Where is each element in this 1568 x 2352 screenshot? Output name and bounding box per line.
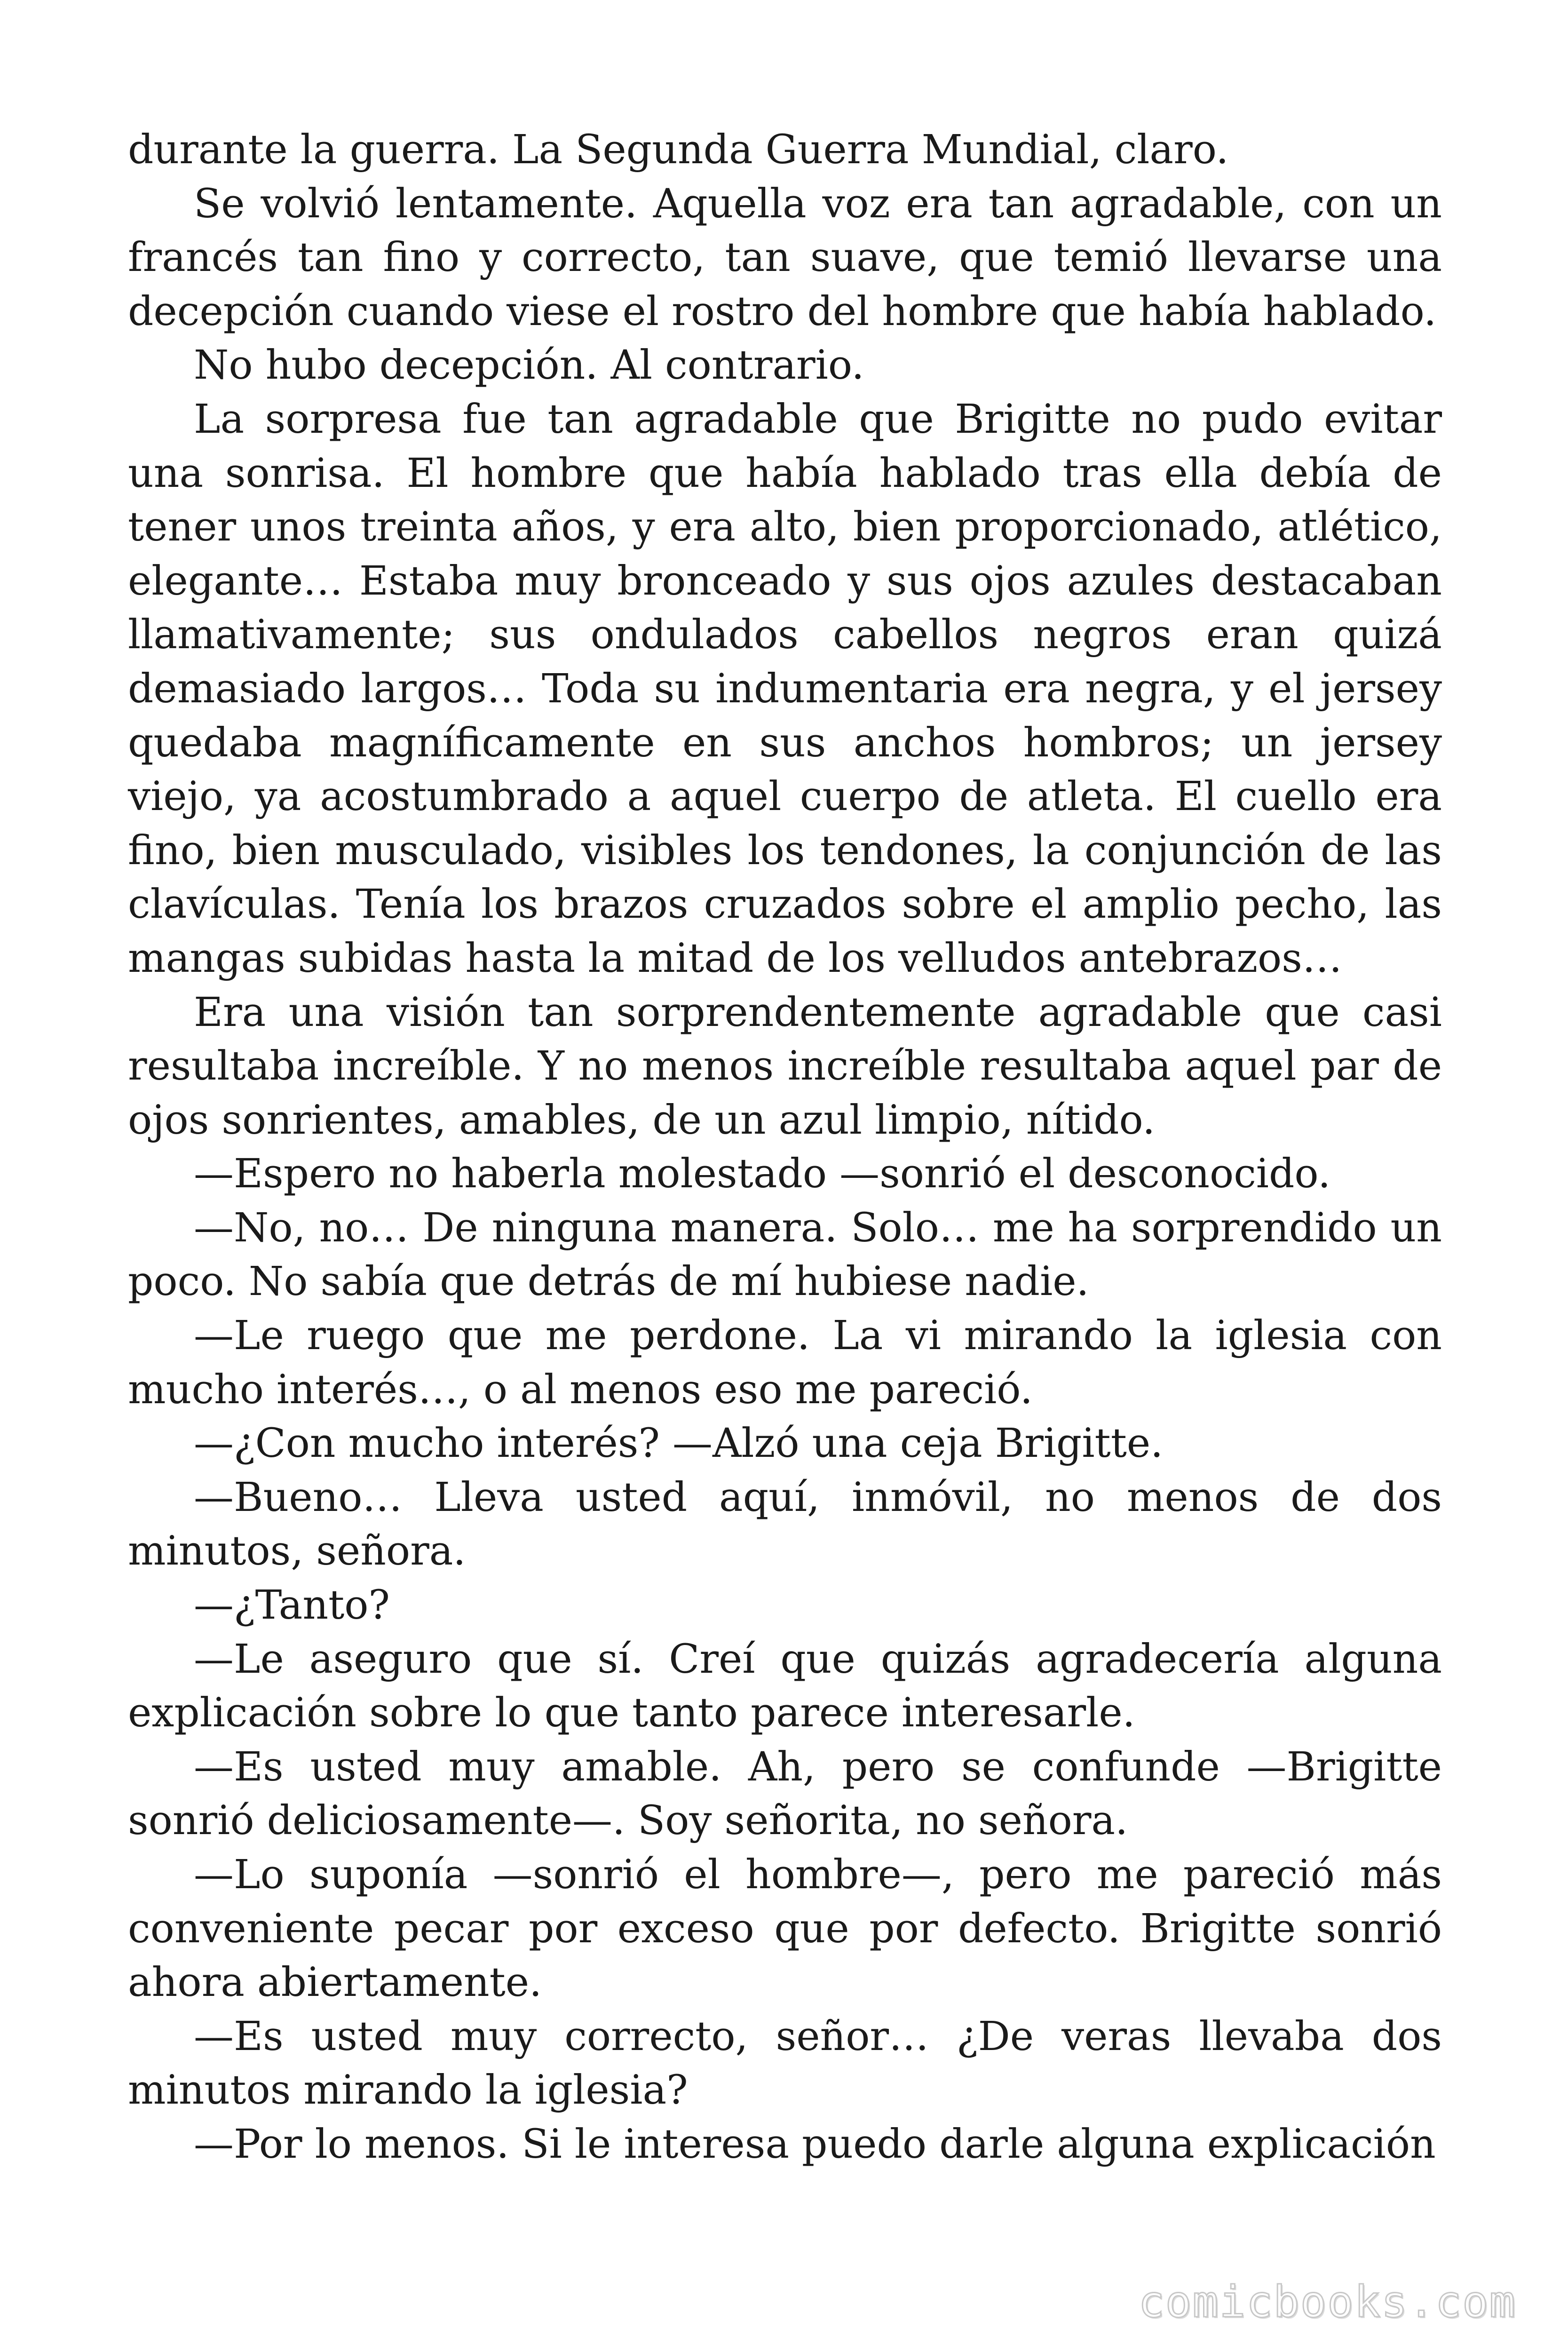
paragraph-5: Era una visión tan sorprendentemente agradable que casi resultaba increíble. Y no menos increíble resultaba aquel par de ojos sonrientes, amables, de un azul limpio, nítido. xyxy=(128,989,1442,1144)
paragraph-7: —No, no… De ninguna manera. Solo… me ha sorprendido un poco. No sabía que detrás de mí hubiese nadie. xyxy=(128,1204,1442,1305)
paragraph-2: Se volvió lentamente. Aquella voz era tan agradable, con un francés tan fino y correcto, tan suave, que temió llevarse una decepción cuando viese el rostro del hombre que había hablado. xyxy=(128,180,1442,335)
paragraph-14: —Lo suponía —sonrió el hombre—, pero me pareció más conveniente pecar por exceso que por defecto. Brigitte sonrió ahora abiertamente. xyxy=(128,1851,1442,2006)
paragraph-1: durante la guerra. La Segunda Guerra Mundial, claro. xyxy=(128,127,1229,173)
paragraph-15: —Es usted muy correcto, señor… ¿De veras llevaba dos minutos mirando la iglesia? xyxy=(128,2013,1442,2114)
watermark: comicbooks.com xyxy=(1138,2277,1516,2327)
paragraph-3: No hubo decepción. Al contrario. xyxy=(194,342,864,389)
paragraph-4: La sorpresa fue tan agradable que Brigitte no pudo evitar una sonrisa. El hombre que había hablado tras ella debía de tener unos treinta años, y era alto, bien proporcionado, atlético, elegante… Estaba muy bronceado y sus ojos azules destacaban llamativamente; sus ondulados cabellos negros eran quizá demasiado largos… Toda su indumentaria era negra, y el jersey quedaba magníficamente en sus anchos hombros; un jersey viejo, ya acostumbrado a aquel cuerpo de atleta. El cuello era fino, bien musculado, visibles los tendones, la conjunción de las clavículas. Tenía los brazos cruzados sobre el amplio pecho, las mangas subidas hasta la mitad de los velludos antebrazos… xyxy=(128,396,1442,982)
body-text xyxy=(128,123,1442,2172)
paragraph-12: —Le aseguro que sí. Creí que quizás agradecería alguna explicación sobre lo que tanto parece interesarle. xyxy=(128,1636,1442,1737)
paragraph-13: —Es usted muy amable. Ah, pero se confunde —Brigitte sonrió deliciosamente—. Soy señorita, no señora. xyxy=(128,1743,1442,1844)
paragraph-16: —Por lo menos. Si le interesa puedo darle alguna explicación xyxy=(194,2121,1436,2168)
paragraph-9: —¿Con mucho interés? —Alzó una ceja Brigitte. xyxy=(194,1420,1164,1467)
paragraph-11: —¿Tanto? xyxy=(194,1582,390,1629)
paragraph-10: —Bueno… Lleva usted aquí, inmóvil, no menos de dos minutos, señora. xyxy=(128,1474,1442,1575)
paragraph-6: —Espero no haberla molestado —sonrió el desconocido. xyxy=(194,1151,1331,1198)
paragraph-8: —Le ruego que me perdone. La vi mirando la iglesia con mucho interés…, o al menos eso me pareció. xyxy=(128,1312,1442,1413)
